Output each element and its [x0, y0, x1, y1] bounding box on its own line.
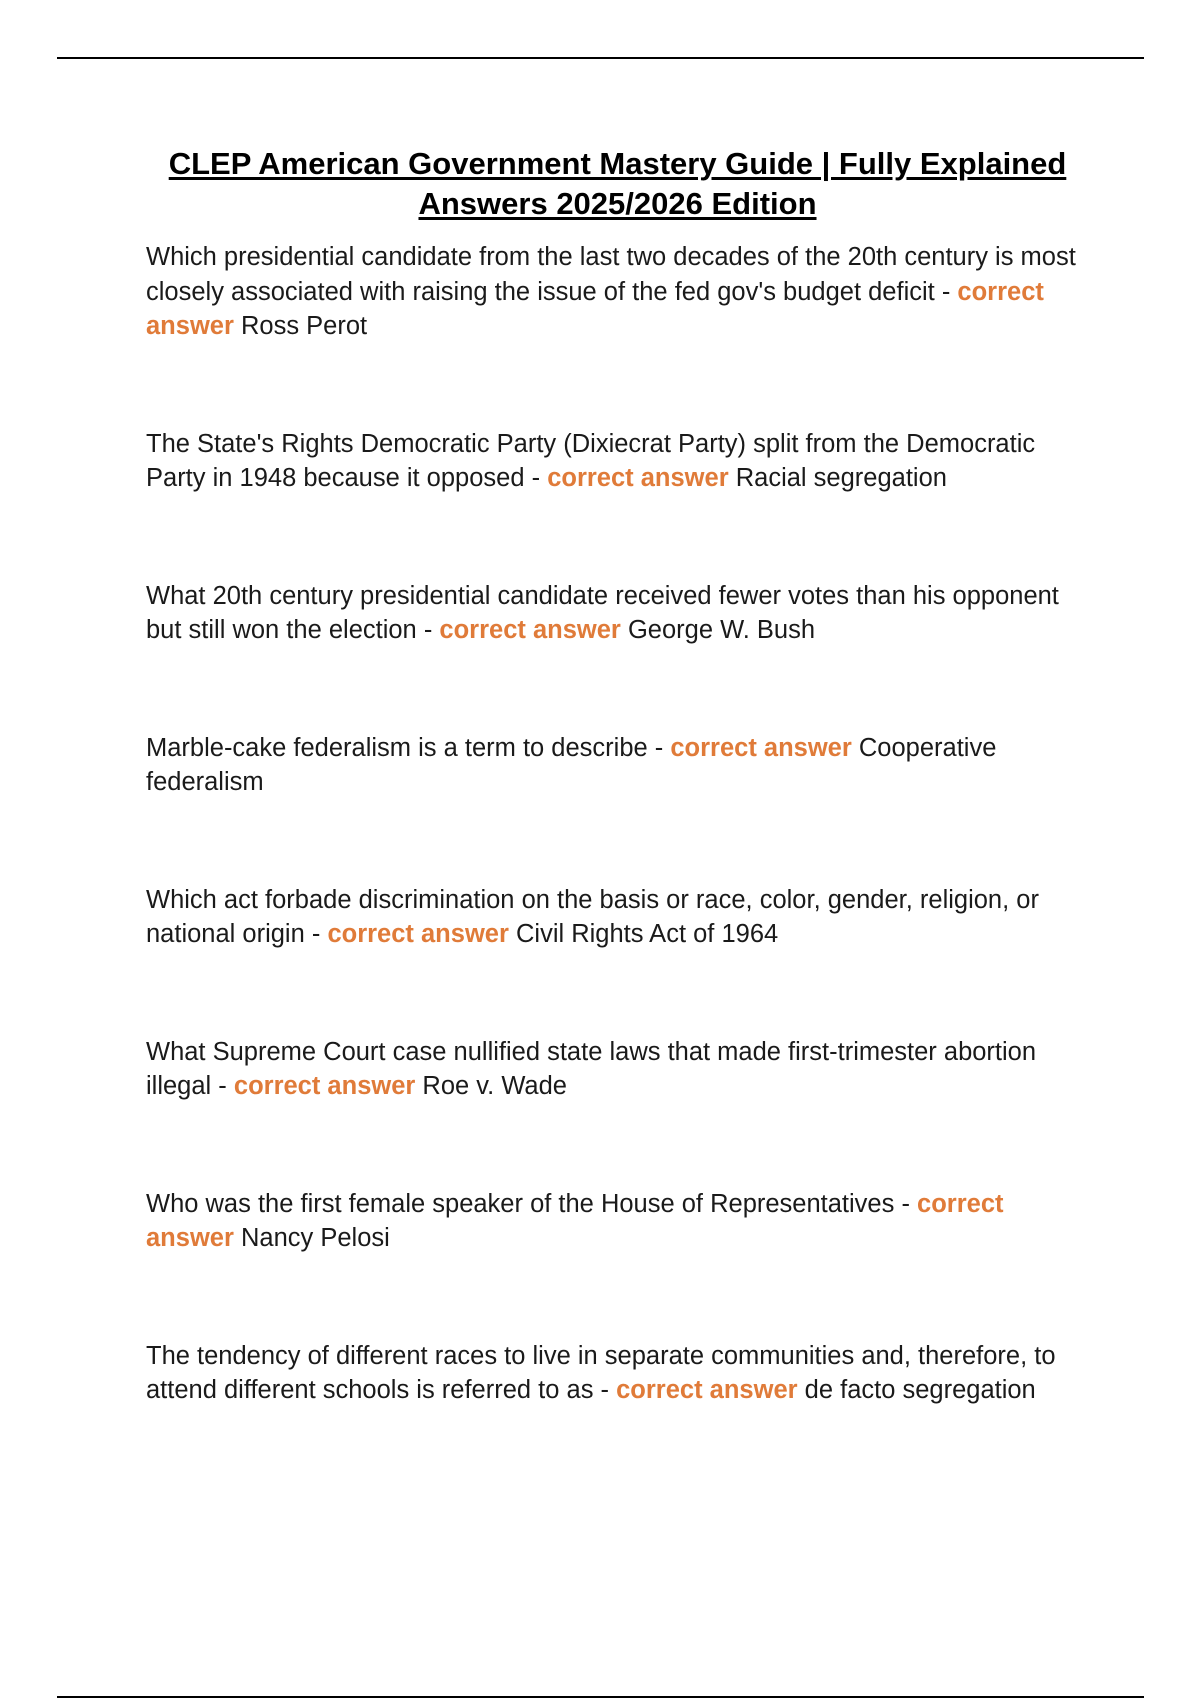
qa-item	[146, 1187, 1096, 1256]
document-title-line-2: Answers 2025/2026 Edition	[418, 186, 817, 221]
question-text: Who was the first female speaker of the House of Representatives -	[146, 1189, 910, 1218]
question-text: The tendency of different races to live in separate communities and, therefore, to attend different schools is referred to as -	[146, 1341, 1056, 1404]
qa-item	[146, 240, 1096, 344]
answer-tag: correct answer	[327, 920, 509, 948]
answer-tag: correct answer	[616, 1376, 798, 1404]
answer-tag: correct answer	[670, 733, 852, 762]
qa-item	[146, 427, 1096, 496]
document-title-line-1: CLEP American Government Mastery Guide | Fully Explained	[168, 146, 1067, 181]
qa-item	[146, 1035, 1096, 1104]
qa-item	[146, 883, 1096, 952]
answer-text: George W. Bush	[627, 616, 816, 644]
question-text: Marble-cake federalism is a term to describe -	[146, 733, 664, 762]
document-title	[130, 144, 1105, 224]
question-text: Which presidential candidate from the last two decades of the 20th century is most closely associated with raising the issue of the fed gov's budget deficit -	[146, 243, 1076, 306]
answer-tag: correct answer	[146, 1189, 1004, 1252]
header-rule	[57, 57, 1144, 59]
qa-list	[146, 240, 1096, 1491]
qa-item	[146, 731, 1096, 800]
question-text: What 20th century presidential candidate received fewer votes than his opponent but still won the election -	[146, 581, 1059, 644]
answer-text: Ross Perot	[240, 312, 368, 340]
answer-text: Racial segregation	[735, 464, 947, 492]
answer-text: de facto segregation	[804, 1376, 1036, 1404]
answer-tag: correct answer	[547, 464, 729, 492]
footer-rule	[57, 1696, 1144, 1698]
answer-text: Cooperative federalism	[146, 733, 997, 796]
qa-item	[146, 1339, 1096, 1408]
question-text: The State's Rights Democratic Party (Dixiecrat Party) split from the Democratic Party in 1948 because it opposed -	[146, 429, 1036, 492]
question-text: What Supreme Court case nullified state laws that made first-trimester abortion illegal -	[146, 1037, 1037, 1100]
qa-item	[146, 579, 1096, 648]
answer-text: Nancy Pelosi	[240, 1224, 390, 1252]
answer-tag: correct answer	[439, 616, 621, 644]
question-text: Which act forbade discrimination on the basis or race, color, gender, religion, or national origin -	[146, 885, 1039, 948]
answer-text: Civil Rights Act of 1964	[515, 920, 779, 948]
answer-tag: correct answer	[233, 1072, 416, 1100]
answer-tag: correct answer	[146, 277, 1044, 340]
answer-text: Roe v. Wade	[422, 1072, 567, 1100]
